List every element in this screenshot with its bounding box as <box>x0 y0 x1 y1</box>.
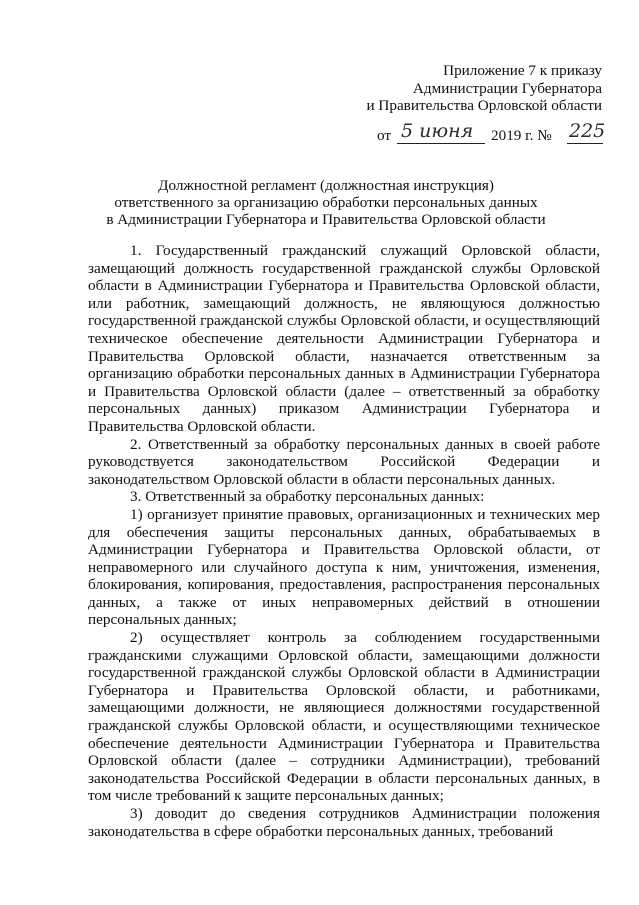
document-body <box>88 242 600 840</box>
order-date-line <box>377 120 607 146</box>
paragraph-2: 2. Ответственный за обработку персональных данных в своей работе руководствуется законодательством Российской Федерации и законодательством Орловской области в области персональных данных. <box>88 435 600 488</box>
appendix-header <box>330 62 602 115</box>
appendix-line-2: Администрации Губернатора <box>412 79 602 97</box>
title-line-1: Должностной регламент (должностная инструкция) <box>158 177 494 194</box>
appendix-line-1: Приложение 7 к приказу <box>443 62 602 79</box>
title-line-2: ответственного за организацию обработки персональных данных <box>114 194 538 212</box>
order-number-handwritten: 225 <box>569 120 606 142</box>
order-year: 2019 г. № <box>491 127 552 144</box>
paragraph-3-item-2: 2) осуществляет контроль за соблюдением государственными гражданскими служащими Орловской области, замещающими должности государственной гражданской службы Орловской области в Администрации Губернатора и Правительства Орловской области, и работниками, замещающими должности, не являющиеся должностями государственной гражданской службы Орловской области, и осуществляющими техническое обеспечение деятельности Администрации Губернатора и Правительства Орловской области (далее – сотрудники Администрации), требований законодательства Российской Федерации в области персональных данных, в том числе требований к защите персональных данных; <box>88 629 600 805</box>
paragraph-1: 1. Государственный гражданский служащий Орловской области, замещающий должность государственной гражданской службы Орловской области в Администрации Губернатора и Правительства Орловской области, или работник, замещающий должность, не являющуюся должностью государственной гражданской службы Орловской области, и осуществляющий техническое обеспечение деятельности Администрации Губернатора и Правительства Орловской области, назначается ответственным за организацию обработки персональных данных в Администрации Губернатора и Правительства Орловской области (далее – ответственный за обработку персональных данных) приказом Администрации Губернатора и Правительства Орловской области. <box>88 242 600 435</box>
document-title <box>60 177 592 229</box>
paragraph-3-item-3: 3) доводит до сведения сотрудников Администрации положения законодательства в сфере обработки персональных данных, требований <box>88 805 600 840</box>
date-underline <box>397 143 485 144</box>
number-underline <box>567 143 603 144</box>
appendix-line-3: и Правительства Орловской области <box>366 97 602 115</box>
order-prefix: от <box>377 127 392 144</box>
paragraph-3-item-1: 1) организует принятие правовых, организационных и технических мер для обеспечения защиты персональных данных, обрабатываемых в Администрации Губернатора и Правительства Орловской области, от неправомерного или случайного доступа к ним, уничтожения, изменения, блокирования, копирования, предоставления, распространения персональных данных, а также от иных неправомерных действий в отношении персональных данных; <box>88 505 600 629</box>
order-date-handwritten: 5 июня <box>401 120 474 142</box>
title-line-3: в Администрации Губернатора и Правительства Орловской области <box>106 211 546 229</box>
paragraph-3: 3. Ответственный за обработку персональных данных: <box>130 488 485 506</box>
